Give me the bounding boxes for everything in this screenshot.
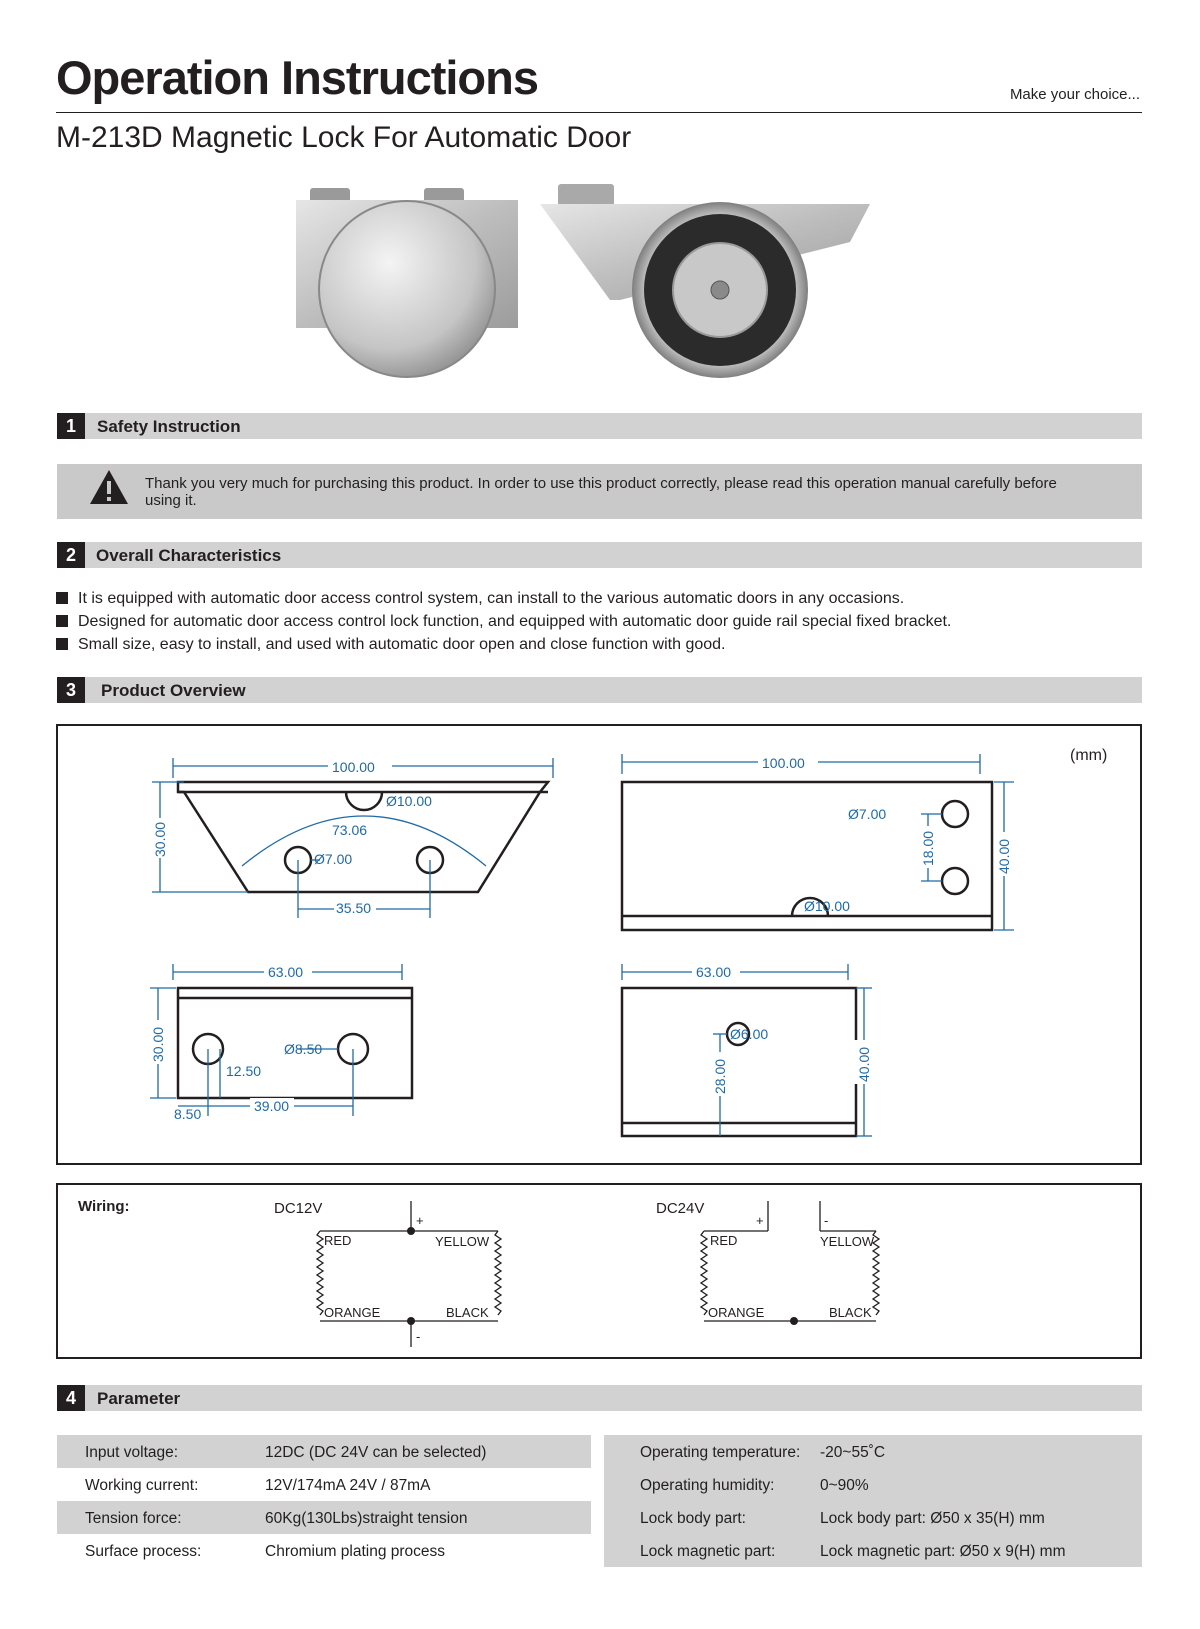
- dim-label: 73.06: [332, 822, 368, 838]
- dim-label: Ø7.00: [848, 806, 887, 822]
- safety-text: Thank you very much for purchasing this product. In order to use this product correctly, please read this operation manual carefully before using it.: [145, 475, 1057, 509]
- param-key: Lock body part:: [640, 1510, 746, 1527]
- wiring-panel: [56, 1183, 1142, 1359]
- wire-label: YELLOW: [435, 1234, 490, 1249]
- parameter-table-right: [604, 1435, 1142, 1567]
- bullet-square-icon: [56, 592, 68, 604]
- wire-label: RED: [324, 1233, 352, 1248]
- wiring-diagram-dc24v: [656, 1200, 879, 1325]
- section-number: 2: [57, 542, 85, 568]
- param-value: 60Kg(130Lbs)straight tension: [265, 1510, 468, 1527]
- param-key: Operating temperature:: [640, 1444, 801, 1461]
- wire-label: RED: [710, 1233, 738, 1248]
- dim-label: 40.00: [996, 838, 1012, 874]
- table-row: [604, 1468, 1142, 1501]
- wire-label: ORANGE: [324, 1305, 381, 1320]
- dim-label: 8.50: [174, 1106, 202, 1122]
- param-value: Chromium plating process: [265, 1543, 446, 1560]
- dim-label: 100.00: [762, 755, 805, 771]
- wire-label: ORANGE: [708, 1305, 765, 1320]
- table-row: [57, 1534, 591, 1567]
- wiring-label: Wiring:: [78, 1198, 130, 1215]
- section-number: 3: [57, 677, 85, 703]
- dim-label: 30.00: [152, 821, 168, 857]
- table-row: [57, 1501, 591, 1534]
- param-value: Lock magnetic part: Ø50 x 9(H) mm: [820, 1543, 1066, 1560]
- product-photos: [290, 180, 910, 400]
- wiring-diagram-dc12v: [274, 1200, 501, 1347]
- dim-label: 35.50: [336, 900, 372, 916]
- dim-label: Ø10.00: [804, 898, 850, 914]
- param-key: Input voltage:: [85, 1444, 179, 1461]
- table-row: [57, 1435, 591, 1468]
- unit-label: (mm): [1070, 747, 1108, 764]
- table-row: [604, 1534, 1142, 1567]
- dim-label: 28.00: [712, 1058, 728, 1094]
- wire-label: YELLOW: [820, 1234, 875, 1249]
- dim-label: 100.00: [332, 759, 375, 775]
- param-value: 12DC (DC 24V can be selected): [265, 1444, 487, 1461]
- wire-label: BLACK: [446, 1305, 489, 1320]
- dim-label: Ø8.50: [284, 1041, 323, 1057]
- dimension-drawings: [58, 726, 1140, 1163]
- diagram-title: DC24V: [656, 1200, 705, 1217]
- dim-label: 18.00: [920, 830, 936, 866]
- polarity-label: +: [756, 1213, 764, 1228]
- dim-label: Ø10.00: [386, 793, 432, 809]
- magnet-body-photo: [540, 184, 870, 378]
- section-bar-characteristics: [57, 542, 1142, 568]
- parameter-table-left: [57, 1435, 591, 1567]
- dim-label: 63.00: [268, 964, 304, 980]
- param-value: 0~90%: [820, 1477, 869, 1494]
- param-value: Lock body part: Ø50 x 35(H) mm: [820, 1510, 1045, 1527]
- section-label: Product Overview: [101, 681, 246, 700]
- param-key: Lock magnetic part:: [640, 1543, 776, 1560]
- param-value: -20~55˚C: [820, 1444, 886, 1461]
- table-row: [57, 1468, 591, 1501]
- polarity-label: +: [416, 1213, 424, 1228]
- section-label: Parameter: [97, 1389, 181, 1408]
- section-bar-safety: [57, 413, 1142, 439]
- list-item: It is equipped with automatic door access control system, can install to the various automatic doors in any occasions.: [56, 590, 904, 608]
- dim-label: 40.00: [856, 1046, 872, 1082]
- param-key: Tension force:: [85, 1510, 182, 1527]
- section-number: 4: [57, 1385, 85, 1411]
- polarity-label: -: [416, 1329, 421, 1344]
- title-divider: [56, 112, 1142, 113]
- section-bar-overview: [57, 677, 1142, 703]
- param-key: Operating humidity:: [640, 1477, 775, 1494]
- bullet-square-icon: [56, 638, 68, 650]
- section-label: Overall Characteristics: [96, 546, 282, 565]
- armature-plate-photo: [296, 188, 518, 377]
- param-key: Surface process:: [85, 1543, 202, 1560]
- diagram-title: DC12V: [274, 1200, 323, 1217]
- table-row: [604, 1501, 1142, 1534]
- dim-label: 30.00: [150, 1026, 166, 1062]
- section-bar-parameter: [57, 1385, 1142, 1411]
- dimension-drawings-panel: [56, 724, 1142, 1165]
- section-number: 1: [57, 413, 85, 439]
- wire-label: BLACK: [829, 1305, 872, 1320]
- list-item: Small size, easy to install, and used with automatic door open and close function with good.: [56, 636, 725, 654]
- dim-label: 63.00: [696, 964, 732, 980]
- warning-icon: [88, 468, 130, 506]
- product-subtitle: M-213D Magnetic Lock For Automatic Door: [56, 121, 632, 154]
- dim-label: Ø7.00: [314, 851, 353, 867]
- dim-label: 12.50: [226, 1063, 262, 1079]
- dim-label: 39.00: [254, 1098, 290, 1114]
- polarity-label: -: [824, 1213, 829, 1228]
- page-title: Operation Instructions: [56, 51, 538, 104]
- wiring-diagrams: [58, 1185, 1140, 1357]
- tagline: Make your choice...: [1009, 86, 1140, 103]
- bullet-square-icon: [56, 615, 68, 627]
- dim-label: Ø6.00: [730, 1026, 769, 1042]
- param-key: Working current:: [85, 1477, 199, 1494]
- table-row: [604, 1435, 1142, 1468]
- section-label: Safety Instruction: [97, 417, 241, 436]
- list-item: Designed for automatic door access control lock function, and equipped with automatic door guide rail special fixed bracket.: [56, 613, 951, 631]
- param-value: 12V/174mA 24V / 87mA: [265, 1477, 431, 1494]
